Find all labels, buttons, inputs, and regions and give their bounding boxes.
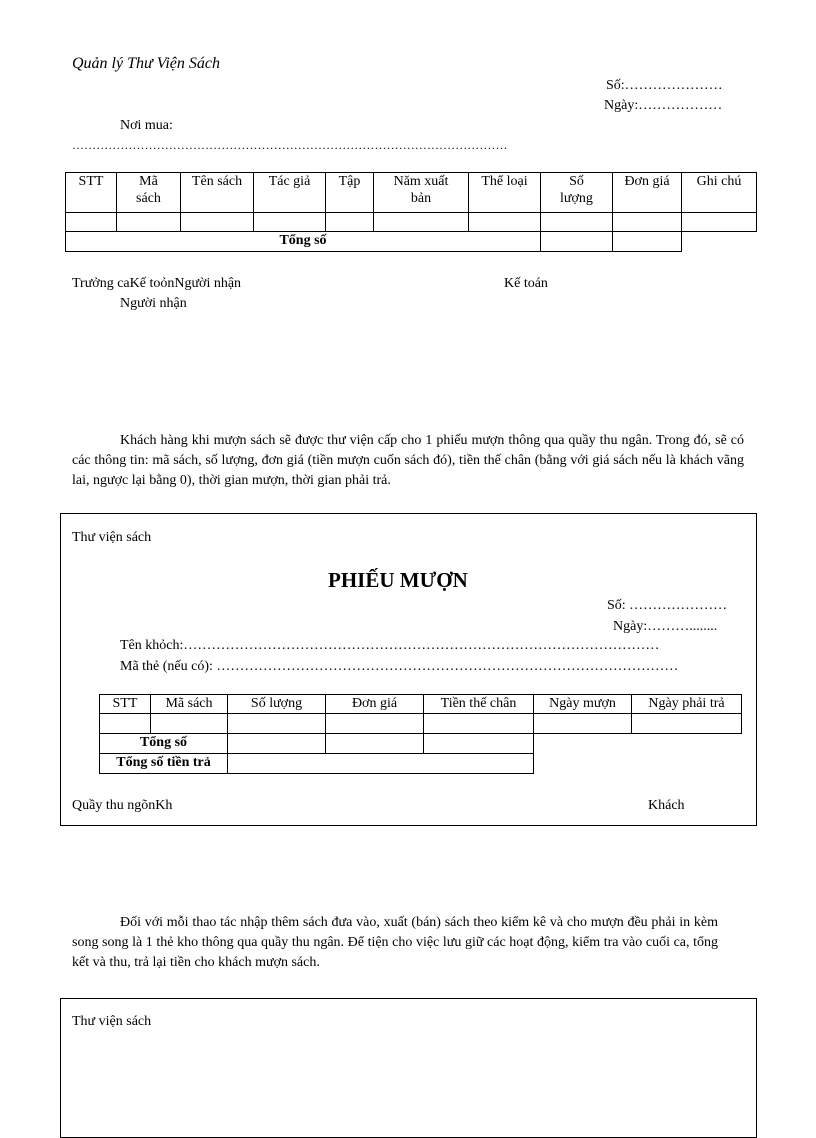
total-quantity-cell	[541, 232, 613, 252]
loan-number-field: Số: …………………	[607, 598, 728, 613]
header-cell: STT	[66, 173, 117, 213]
loan-description-paragraph: Khách hàng khi mượn sách sẽ được thư viện cấp cho 1 phiếu mượn thông qua quầy thu ngân. Trong đó, sẽ có các thông tin: mã sách, số lượng, đơn giá (tiền mượn cuốn sách đó), tiền thế chân (bằng với giá sách nếu là khách vãng lai, ngược lại bằng 0), thời gian mượn, thời gian phải trả.	[72, 433, 744, 488]
table-header-row	[66, 173, 757, 213]
total-deposit-cell	[424, 734, 534, 754]
loan-form-title: PHIẾU MƯỢN	[328, 568, 468, 592]
header-cell: Năm xuất bản	[374, 173, 469, 213]
total-label: Tổng số	[66, 232, 541, 252]
signature-labels: Trưởng caKế toỏnNgười nhận	[72, 276, 242, 291]
header-cell: Tên sách	[181, 173, 254, 213]
header-cell: Số lượng	[228, 695, 326, 714]
table-cell	[326, 714, 424, 734]
table-cell	[424, 714, 534, 734]
total-paid-label: Tổng số tiền trả	[100, 754, 228, 774]
table-cell	[469, 213, 541, 232]
header-cell: Số lượng	[541, 173, 613, 213]
total-price-cell	[613, 232, 682, 252]
total-paid-row	[100, 754, 742, 774]
table-cell	[228, 714, 326, 734]
loan-table	[99, 694, 742, 774]
header-cell: Mã sách	[151, 695, 228, 714]
table-cell	[181, 213, 254, 232]
empty-cell	[632, 734, 742, 754]
table-cell	[66, 213, 117, 232]
header-cell: Ngày phải trả	[632, 695, 742, 714]
table-cell	[100, 714, 151, 734]
header-cell: STT	[100, 695, 151, 714]
empty-cell	[682, 232, 757, 252]
customer-signature-label: Khách	[648, 798, 685, 813]
header-cell: Thể loại	[469, 173, 541, 213]
total-quantity-cell	[228, 734, 326, 754]
library-label: Thư viện sách	[72, 530, 152, 545]
table-row	[100, 714, 742, 734]
table-cell	[326, 213, 374, 232]
loan-form	[60, 513, 757, 826]
header-cell: Mã sách	[117, 173, 181, 213]
cashier-signature-label: Quầy thu ngõnKh	[72, 798, 173, 813]
number-field: Số:…………………	[606, 78, 723, 93]
document-title: Quản lý Thư Viện Sách	[72, 55, 220, 72]
empty-cell	[534, 754, 632, 774]
table-cell	[632, 714, 742, 734]
table-row	[66, 213, 757, 232]
purchase-place-label: Nơi mua:	[120, 118, 173, 133]
accountant-signature-label: Kế toán	[504, 276, 548, 291]
table-header-row	[100, 695, 742, 714]
table-cell	[682, 213, 757, 232]
header-cell: Tiền thế chân	[424, 695, 534, 714]
header-cell: Ngày mượn	[534, 695, 632, 714]
card-number-field: Mã thẻ (nếu có): ………………………………………………………………………………………	[120, 659, 679, 674]
table-cell	[374, 213, 469, 232]
empty-cell	[632, 754, 742, 774]
table-cell	[534, 714, 632, 734]
header-cell: Ghi chú	[682, 173, 757, 213]
table-cell	[613, 213, 682, 232]
stock-card-description-paragraph: Đối với mỗi thao tác nhập thêm sách đưa vào, xuất (bán) sách theo kiểm kê và cho mượn đều phải in kèm song song là 1 thẻ kho thông qua quầy thu ngân. Để tiện cho việc lưu giữ các hoạt động, kiểm tra vào cuối ca, tổng kết và thu, trả lại tiền cho khách mượn sách.	[72, 915, 718, 970]
date-field: Ngày:………………	[604, 98, 723, 113]
header-cell: Tác giả	[254, 173, 326, 213]
purchase-place-dots: ………………………………………………………………………………………………	[72, 138, 508, 152]
table-cell	[151, 714, 228, 734]
total-paid-cell	[228, 754, 534, 774]
purchase-table	[65, 172, 757, 252]
empty-cell	[534, 734, 632, 754]
stock-card-form	[60, 998, 757, 1138]
customer-name-field: Tên khỏch:…………………………………………………………………………………………	[120, 638, 660, 653]
header-cell: Đơn giá	[326, 695, 424, 714]
header-cell: Tập	[326, 173, 374, 213]
library-label: Thư viện sách	[72, 1014, 152, 1029]
total-label: Tổng số	[100, 734, 228, 754]
header-cell: Đơn giá	[613, 173, 682, 213]
table-cell	[117, 213, 181, 232]
loan-date-field: Ngày:………........	[613, 619, 718, 634]
table-cell	[541, 213, 613, 232]
total-row	[66, 232, 757, 252]
table-cell	[254, 213, 326, 232]
receiver-signature-label: Người nhận	[120, 296, 187, 311]
total-row	[100, 734, 742, 754]
total-price-cell	[326, 734, 424, 754]
